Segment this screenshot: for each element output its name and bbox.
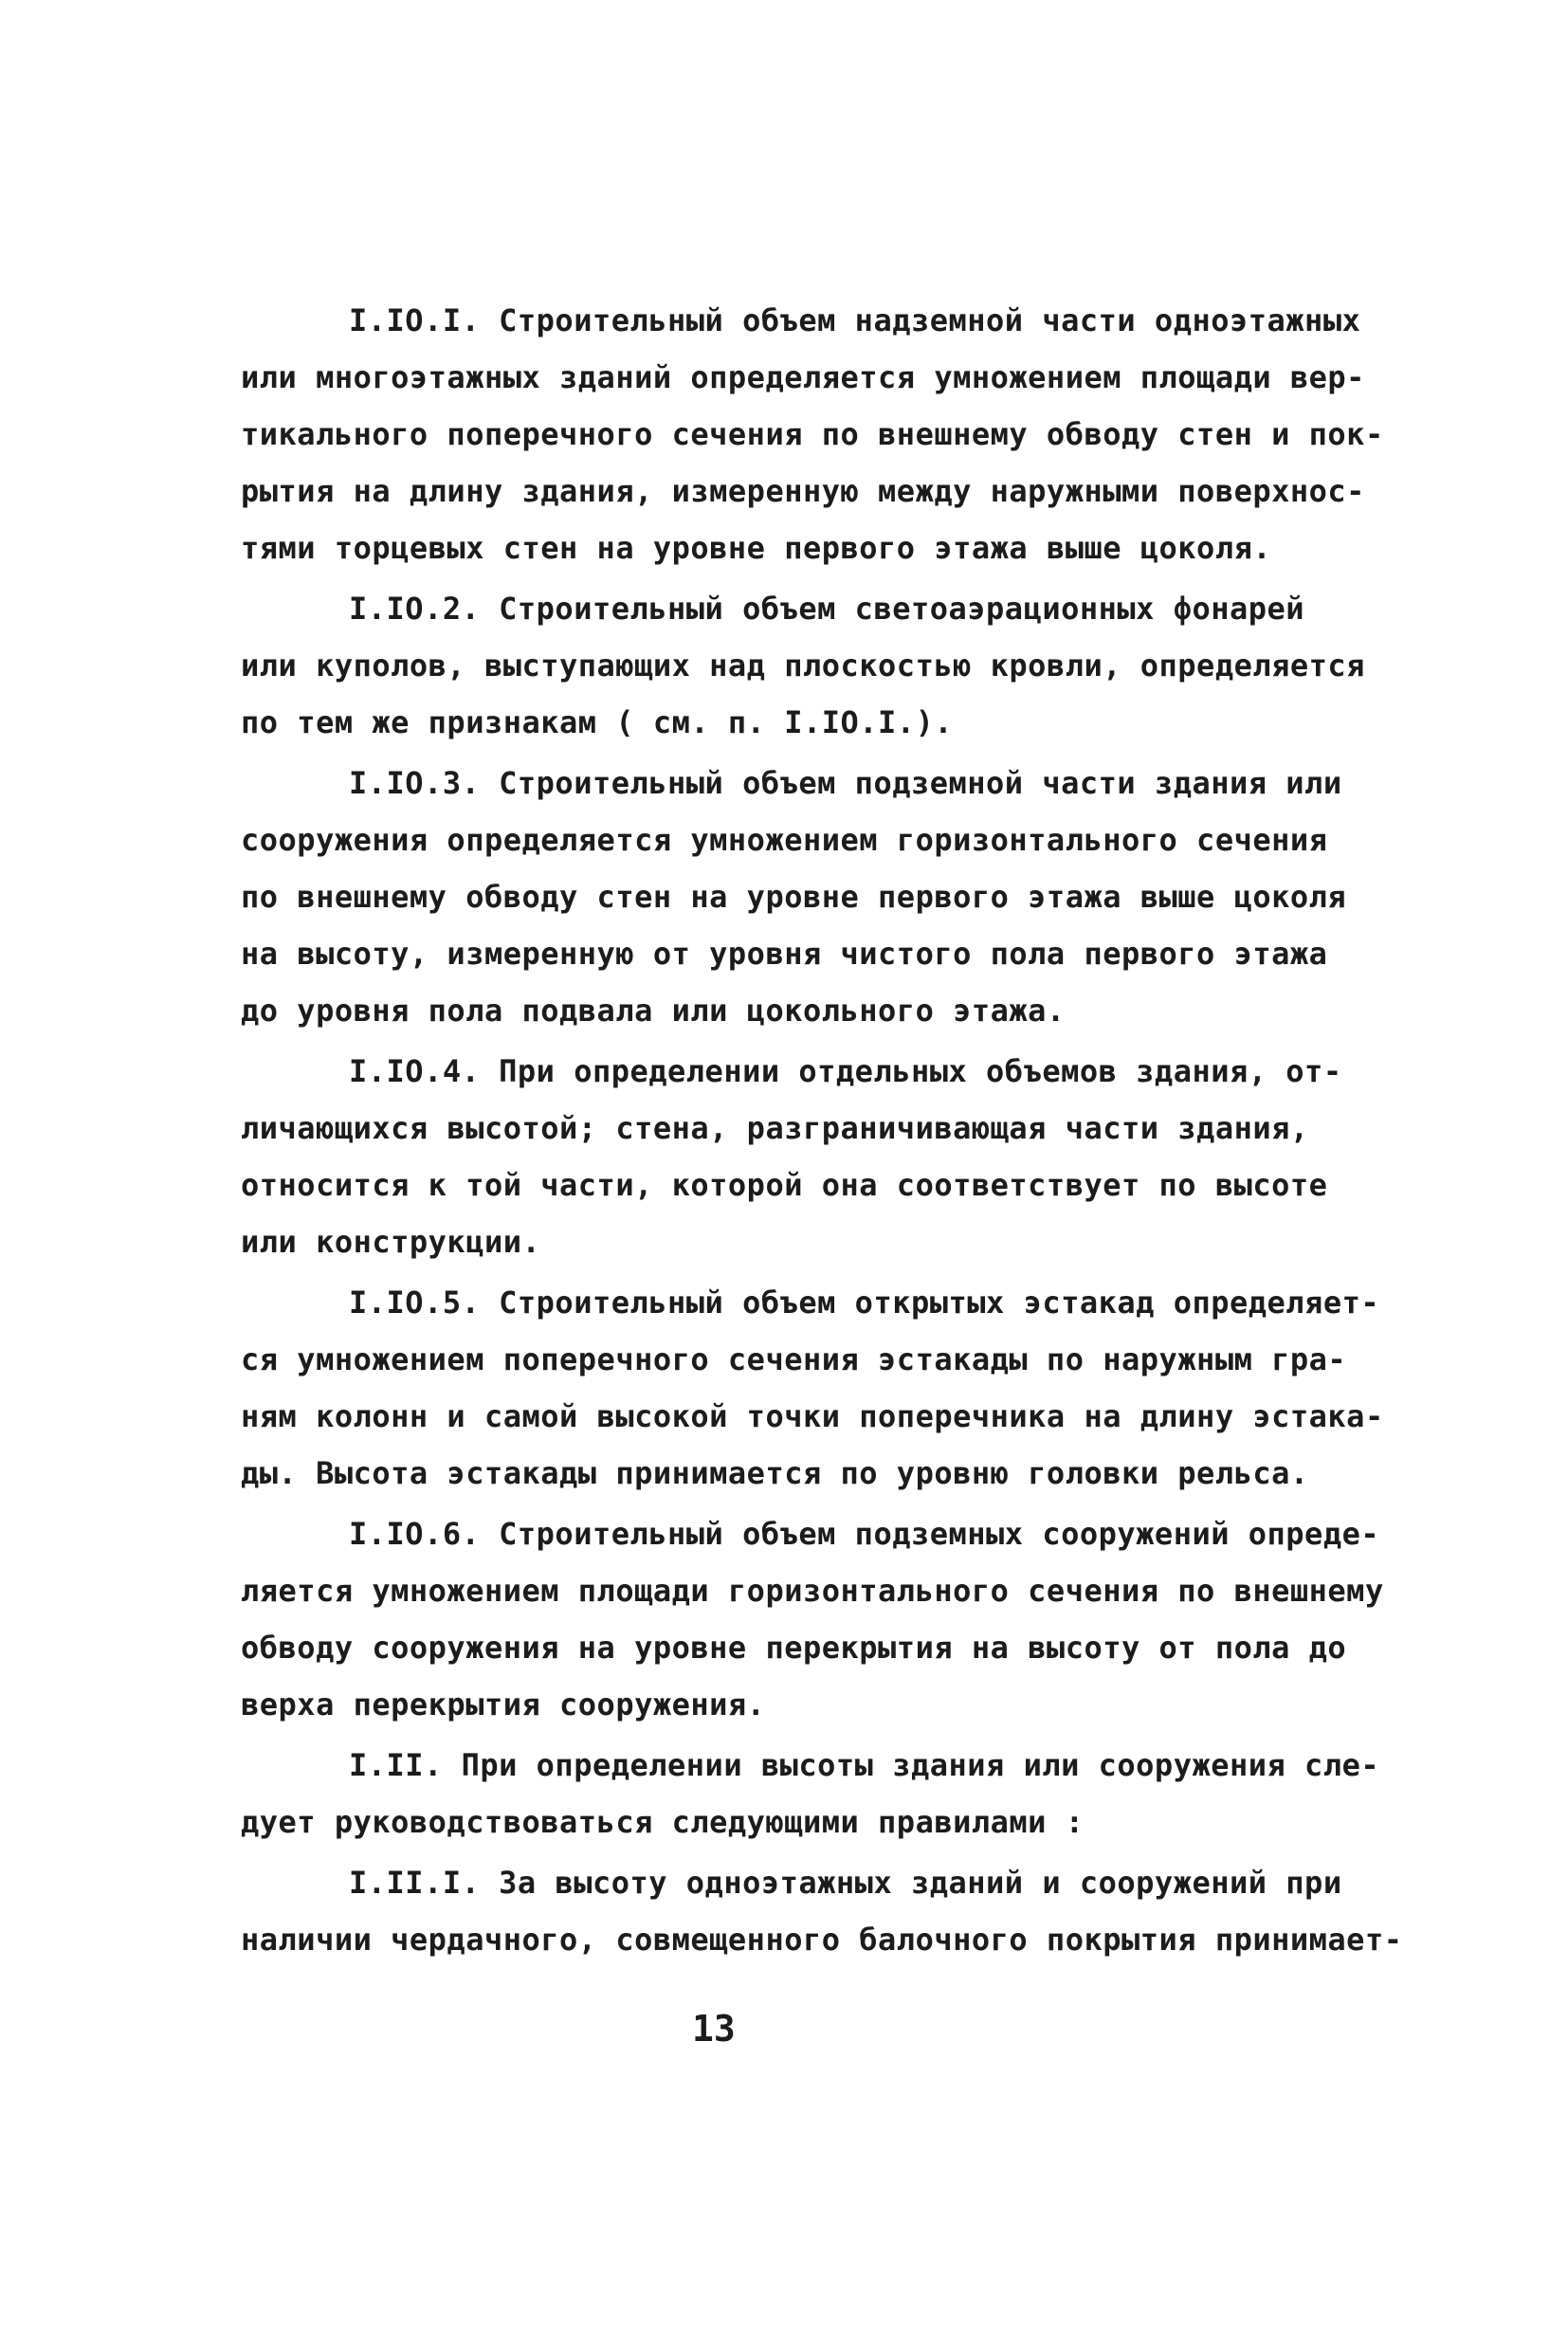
- text-line: тикального поперечного сечения по внешнему обводу стен и пок-: [241, 416, 1384, 452]
- text-line: I.II.I. За высоту одноэтажных зданий и сооружений при: [349, 1865, 1342, 1901]
- text-line: ды. Высота эстакады принимается по уровню головки рельса.: [241, 1455, 1309, 1491]
- page-number: 13: [692, 2008, 736, 2050]
- text-line: I.IO.I. Строительный объем надземной части одноэтажных: [349, 302, 1361, 338]
- text-line: относится к той части, которой она соответствует по высоте: [241, 1167, 1328, 1203]
- text-line: верха перекрытия сооружения.: [241, 1686, 766, 1722]
- text-line: I.IO.3. Строительный объем подземной части здания или: [349, 765, 1342, 801]
- text-line: или многоэтажных зданий определяется умножением площади вер-: [241, 359, 1365, 395]
- text-line: или куполов, выступающих над плоскостью кровли, определяется: [241, 647, 1365, 683]
- text-line: ляется умножением площади горизонтального сечения по внешнему: [241, 1573, 1384, 1609]
- text-line: до уровня пола подвала или цокольного этажа.: [241, 993, 1066, 1029]
- text-line: личающихся высотой; стена, разграничивающая части здания,: [241, 1110, 1309, 1146]
- text-line: по тем же признакам ( см. п. I.IO.I.).: [241, 704, 954, 740]
- text-line: обводу сооружения на уровне перекрытия на высоту от пола до: [241, 1630, 1347, 1666]
- text-line: дует руководствоваться следующими правилами :: [241, 1804, 1085, 1840]
- text-line: I.IO.2. Строительный объем светоаэрационных фонарей: [349, 591, 1305, 627]
- text-line: или конструкции.: [241, 1224, 541, 1260]
- text-line: тями торцевых стен на уровне первого этажа выше цоколя.: [241, 530, 1272, 566]
- text-line: I.II. При определении высоты здания или сооружения сле-: [349, 1747, 1380, 1783]
- text-line: по внешнему обводу стен на уровне первого этажа выше цоколя: [241, 879, 1347, 915]
- text-line: ням колонн и самой высокой точки поперечника на длину эстака-: [241, 1398, 1384, 1434]
- text-line: I.IO.5. Строительный объем открытых эстакад определяет-: [349, 1285, 1380, 1321]
- text-line: I.IO.6. Строительный объем подземных сооружений опреде-: [349, 1516, 1380, 1552]
- text-line: рытия на длину здания, измеренную между наружными поверхнос-: [241, 473, 1365, 509]
- text-line: ся умножением поперечного сечения эстакады по наружным гра-: [241, 1341, 1347, 1377]
- text-line: на высоту, измеренную от уровня чистого пола первого этажа: [241, 936, 1328, 972]
- text-line: I.IO.4. При определении отдельных объемов здания, от-: [349, 1053, 1342, 1089]
- text-line: сооружения определяется умножением горизонтального сечения: [241, 822, 1328, 858]
- text-line: наличии чердачного, совмещенного балочного покрытия принимает-: [241, 1922, 1403, 1958]
